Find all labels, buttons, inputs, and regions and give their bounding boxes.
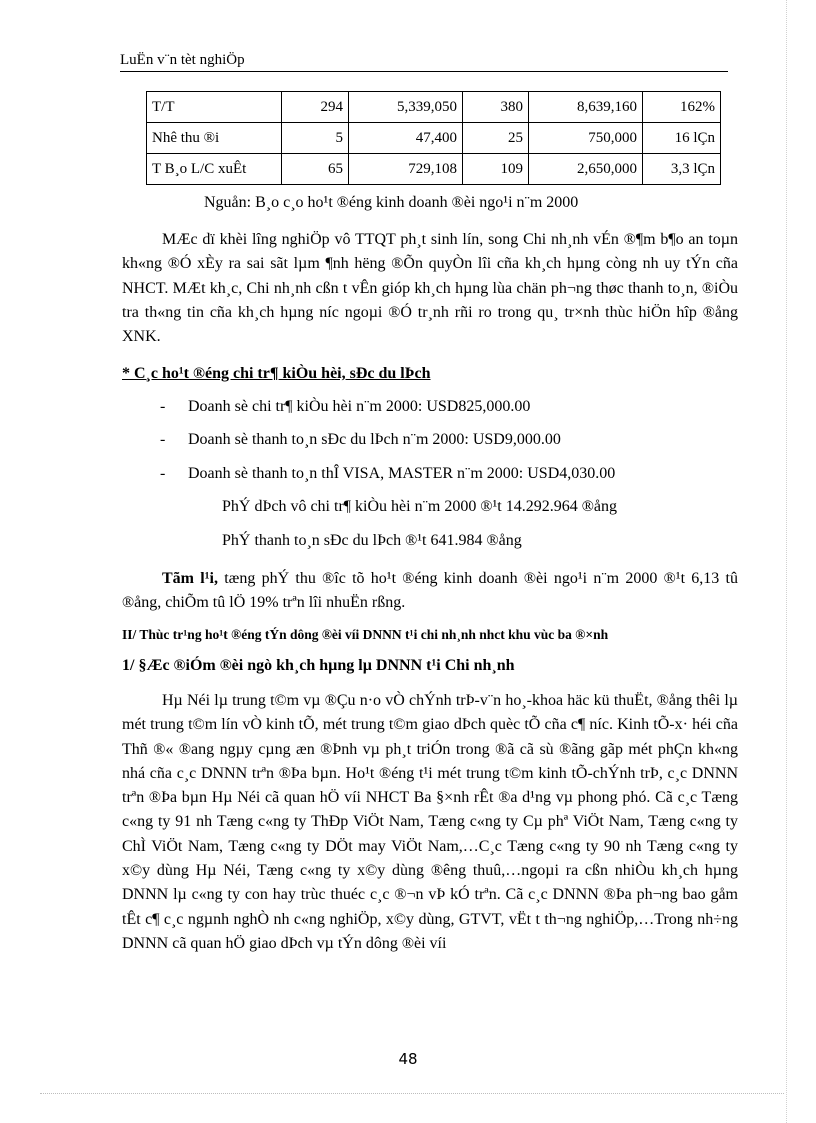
subsection-heading: 1/ §Æc ®iÓm ®èi ngò kh¸ch hµng lµ DNNN t¹i Chi nh¸nh [122,657,515,674]
section-heading-remittance: * C¸c ho¹t ®éng chi tr¶ kiÒu hèi, sÐc du lÞch [122,365,431,382]
table-cell: 3,3 lÇn [643,154,721,185]
table-cell: 750,000 [529,123,643,154]
table-cell: 16 lÇn [643,123,721,154]
running-header: LuËn v¨n tèt nghiÖp [120,52,245,68]
page-right-border [786,0,787,1123]
paragraph-2-text: Hµ Néi lµ trung t©m vµ ®Çu n·o vÒ chÝnh trÞ-v¨n ho¸-khoa häc kü thuËt, ®ång thêi lµ mét trung t©m lín vÒ kinh tÕ, mét trung t©m giao dÞch quèc tÕ cña c¶ níc. Kinh tÕ-x· héi cña Thñ ®« ®ang ngµy cµng æn ®Þnh vµ ph¸t triÓn trong ®ã cã sù ®ãng gãp mét phÇn kh«ng nhá cña c¸c DNNN trªn ®Þa bµn. Ho¹t ®éng t¹i mét trung t©m kinh tÕ-chÝnh trÞ, c¸c DNNN trªn ®Þa bµn Hµ Néi cã quan hÖ víi NHCT Ba §×nh rÊt ®a d¹ng vµ phong phó. Cã c¸c Tæng c«ng ty 91 nh Tæng c«ng ty ThÐp ViÖt Nam, Tæng c«ng ty Cµ phª ViÖt Nam, Tæng c«ng ty ChÌ ViÖt Nam, Tæng c«ng ty DÖt may ViÖt Nam,…C¸c Tæng c«ng ty 90 nh Tæng c«ng ty x©y dùng Hµ Néi, Tæng c«ng ty x©y dùng ®êng thuû,…ngoµi ra cßn nhiÒu kh¸ch hµng DNNN lµ c«ng ty con hay trùc thuéc c¸c ®¬n vÞ kÓ trªn. Cã c¸c DNNN ®Þa ph¬ng bao gåm tÊt c¶ c¸c ngµnh nghÒ nh c«ng nghiÖp, x©y dùng, GTVT, vËt t th¬ng nghiÖp,…Trong nh÷ng DNNN cã quan hÖ giao dÞch vµ tÝn dông ®èi víi [122,692,738,952]
summary-lead: Tãm l¹i, [162,570,218,587]
paragraph-1-text: MÆc dï khèi lîng nghiÖp vô TTQT ph¸t sinh lín, song Chi nh¸nh vÉn ®¶m b¶o an toµn kh«ng ®Ó xÈy ra sai sãt lµm ¶nh hëng ®Õn quyÒn lîi cña kh¸ch hµng còng nh uy tÝn cña NHCT. MÆt kh¸c, Chi nh¸nh cßn t vÊn gióp kh¸ch hµng lùa chän ph¬ng thøc thanh to¸n, ®iÒu tra th«ng tin cña kh¸ch hµng níc ngoµi ®Ó tr¸nh rñi ro trong qu¸ tr×nh thùc hiÖn hîp ®ång XNK. [122,231,738,346]
table-cell: 65 [282,154,349,185]
list-item: - Doanh sè chi tr¶ kiÒu hèi n¨m 2000: USD825,000.00 [160,398,531,415]
table-source: Nguån: B¸o c¸o ho¹t ®éng kinh doanh ®èi ngo¹i n¨m 2000 [204,194,579,211]
list-item-text: Doanh sè chi tr¶ kiÒu hèi n¨m 2000: USD825,000.00 [188,398,531,415]
table-cell: 2,650,000 [529,154,643,185]
paragraph-1 [122,228,738,349]
table-cell: 5 [282,123,349,154]
data-table [146,91,721,185]
table-cell: T/T [147,92,282,123]
table-cell: 47,400 [349,123,463,154]
paragraph-2 [122,689,738,956]
table-cell: 162% [643,92,721,123]
table-cell: 380 [463,92,529,123]
table-cell: Nhê thu ®i [147,123,282,154]
list-item: - Doanh sè thanh to¸n thÎ VISA, MASTER n¨m 2000: USD4,030.00 [160,465,616,482]
table-cell: 8,639,160 [529,92,643,123]
page-number: 48 [398,1050,418,1068]
summary-text: tæng phÝ thu ®îc tõ ho¹t ®éng kinh doanh ®èi ngo¹i n¨m 2000 ®¹t 6,13 tû ®ång, chiÕm tû lÖ 19% trªn lîi nhuËn rßng. [122,570,739,612]
fee-line: PhÝ dÞch vô chi tr¶ kiÒu hèi n¨m 2000 ®¹t 14.292.964 ®ång [222,498,617,515]
page-bottom-border [40,1093,784,1094]
fee-line: PhÝ thanh to¸n sÐc du lÞch ®¹t 641.984 ®ång [222,532,522,549]
table-cell: 25 [463,123,529,154]
list-item-text: Doanh sè thanh to¸n sÐc du lÞch n¨m 2000: USD9,000.00 [188,431,561,448]
section-heading-credit: II/ Thùc tr¹ng ho¹t ®éng tÝn dông ®èi víi DNNN t¹i chi nh¸nh nhct khu vùc ba ®×nh [122,627,609,642]
header-rule [120,71,728,72]
table-cell: 5,339,050 [349,92,463,123]
table-cell: 109 [463,154,529,185]
summary-paragraph [122,567,738,616]
table-cell: 729,108 [349,154,463,185]
table-cell: 294 [282,92,349,123]
list-item: - Doanh sè thanh to¸n sÐc du lÞch n¨m 2000: USD9,000.00 [160,431,561,448]
list-item-text: Doanh sè thanh to¸n thÎ VISA, MASTER n¨m 2000: USD4,030.00 [188,465,616,482]
table-row [147,92,721,123]
table-row [147,154,721,185]
table-row [147,123,721,154]
table-cell: T B¸o L/C xuÊt [147,154,282,185]
